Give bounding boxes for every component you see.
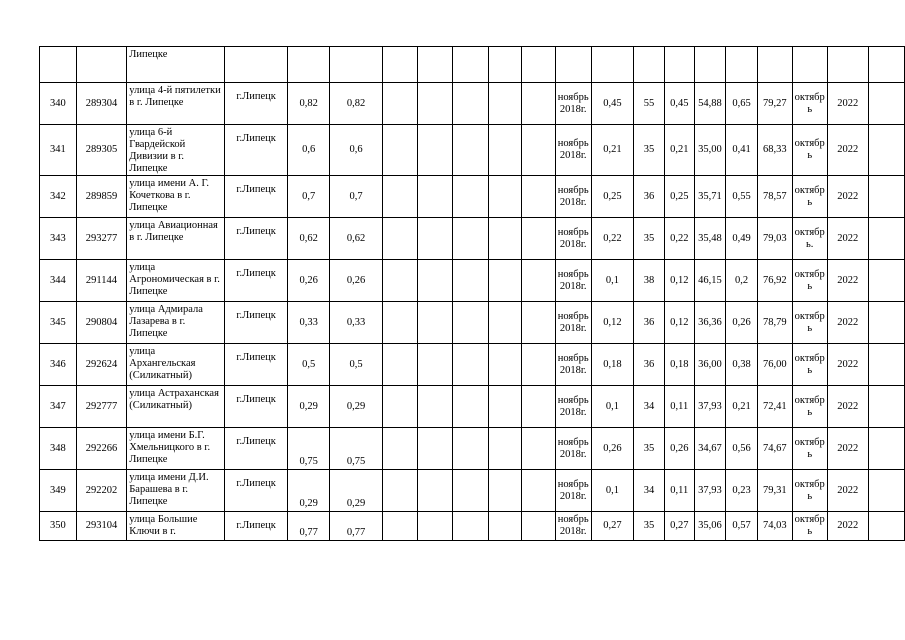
value-cell: 0,25 xyxy=(664,176,694,218)
empty-cell xyxy=(452,344,488,386)
month-cell: октябрь xyxy=(792,176,827,218)
year-cell: 2022 xyxy=(827,386,868,428)
year-cell: 2022 xyxy=(827,302,868,344)
date-cell: ноябрь 2018г. xyxy=(555,386,591,428)
empty-cell xyxy=(489,302,522,344)
empty-cell xyxy=(522,83,555,125)
length-total-cell: 0,77 xyxy=(329,512,382,541)
row-number-cell: 349 xyxy=(40,470,77,512)
value-cell: 0,55 xyxy=(726,176,758,218)
row-number-cell: 344 xyxy=(40,260,77,302)
value-cell: 35 xyxy=(634,218,665,260)
percent-cell: 74,03 xyxy=(758,512,792,541)
value-cell: 0,18 xyxy=(591,344,634,386)
empty-cell xyxy=(489,512,522,541)
year-cell: 2022 xyxy=(827,512,868,541)
month-cell: октябрь xyxy=(792,512,827,541)
length-total-cell: 0,29 xyxy=(329,470,382,512)
value-cell: 0,25 xyxy=(591,176,634,218)
empty-cell xyxy=(452,428,488,470)
empty-cell xyxy=(417,344,452,386)
month-cell: октябрь xyxy=(792,344,827,386)
empty-cell xyxy=(383,176,417,218)
empty-cell xyxy=(417,83,452,125)
table-row xyxy=(40,386,905,428)
value-cell: 35 xyxy=(634,125,665,176)
city-cell: г.Липецк xyxy=(224,470,288,512)
address-cell: улица 4-й пятилетки в г. Липецке xyxy=(127,83,225,125)
month-cell: октябрь xyxy=(792,83,827,125)
percent-cell: 79,03 xyxy=(758,218,792,260)
value-cell: 0,12 xyxy=(664,302,694,344)
year-cell: 2022 xyxy=(827,125,868,176)
city-cell: г.Липецк xyxy=(224,428,288,470)
percent-cell: 46,15 xyxy=(694,260,726,302)
address-cell: улица 6-й Гвардейской Дивизии в г. Липецке xyxy=(127,125,225,176)
percent-cell: 78,79 xyxy=(758,302,792,344)
percent-cell: 72,41 xyxy=(758,386,792,428)
empty-cell xyxy=(417,512,452,541)
road-id-cell: 292202 xyxy=(76,470,127,512)
address-cell: улица Большие Ключи в г. xyxy=(127,512,225,541)
percent-cell: 78,57 xyxy=(758,176,792,218)
percent-cell: 36,00 xyxy=(694,344,726,386)
value-cell: 0,26 xyxy=(591,428,634,470)
length-total-cell: 0,62 xyxy=(329,218,382,260)
month-cell: октябрь xyxy=(792,260,827,302)
year-cell: 2022 xyxy=(827,218,868,260)
value-cell: 0,11 xyxy=(664,470,694,512)
roads-table xyxy=(39,46,905,541)
empty-cell xyxy=(383,428,417,470)
city-cell: г.Липецк xyxy=(224,302,288,344)
city-cell: г.Липецк xyxy=(224,386,288,428)
address-cell: улица имени Д.И. Барашева в г. Липецке xyxy=(127,470,225,512)
empty-cell xyxy=(522,386,555,428)
percent-cell: 76,00 xyxy=(758,344,792,386)
percent-cell: 35,71 xyxy=(694,176,726,218)
empty-cell xyxy=(417,302,452,344)
table-row xyxy=(40,260,905,302)
address-cell: улица Адмирала Лазарева в г. Липецке xyxy=(127,302,225,344)
value-cell: 0,41 xyxy=(726,125,758,176)
value-cell: 0,22 xyxy=(591,218,634,260)
empty-cell xyxy=(522,512,555,541)
empty-cell xyxy=(452,125,488,176)
length-total-cell: 0,26 xyxy=(329,260,382,302)
empty-cell xyxy=(868,176,904,218)
length-cell: 0,7 xyxy=(288,176,330,218)
value-cell: 0,49 xyxy=(726,218,758,260)
table-row xyxy=(40,512,905,541)
value-cell: 0,27 xyxy=(591,512,634,541)
year-cell: 2022 xyxy=(827,428,868,470)
empty-cell xyxy=(383,83,417,125)
value-cell: 0,22 xyxy=(664,218,694,260)
empty-cell xyxy=(868,512,904,541)
month-cell: октябрь xyxy=(792,428,827,470)
empty-cell xyxy=(868,344,904,386)
row-number-cell: 350 xyxy=(40,512,77,541)
length-total-cell: 0,5 xyxy=(329,344,382,386)
percent-cell: 37,93 xyxy=(694,470,726,512)
value-cell: 36 xyxy=(634,176,665,218)
year-cell: 2022 xyxy=(827,344,868,386)
date-cell: ноябрь 2018г. xyxy=(555,512,591,541)
value-cell: 0,45 xyxy=(664,83,694,125)
month-cell: октябрь xyxy=(792,386,827,428)
month-cell: октябрь. xyxy=(792,218,827,260)
empty-cell xyxy=(417,218,452,260)
percent-cell: 54,88 xyxy=(694,83,726,125)
table-row xyxy=(40,302,905,344)
road-id-cell: 289859 xyxy=(76,176,127,218)
empty-cell xyxy=(452,260,488,302)
percent-cell: 79,27 xyxy=(758,83,792,125)
value-cell: 55 xyxy=(634,83,665,125)
empty-cell xyxy=(417,470,452,512)
month-cell: октябрь xyxy=(792,470,827,512)
empty-cell xyxy=(452,176,488,218)
empty-cell xyxy=(383,512,417,541)
empty-cell xyxy=(383,260,417,302)
value-cell: 0,1 xyxy=(591,260,634,302)
empty-cell xyxy=(522,302,555,344)
empty-cell xyxy=(868,260,904,302)
empty-cell xyxy=(489,176,522,218)
date-cell: ноябрь 2018г. xyxy=(555,344,591,386)
value-cell: 0,65 xyxy=(726,83,758,125)
year-cell: 2022 xyxy=(827,470,868,512)
empty-cell xyxy=(452,302,488,344)
table-body xyxy=(40,47,905,541)
empty-cell xyxy=(452,218,488,260)
value-cell: 0,38 xyxy=(726,344,758,386)
value-cell: 0,11 xyxy=(664,386,694,428)
road-id-cell: 292624 xyxy=(76,344,127,386)
empty-cell xyxy=(522,260,555,302)
value-cell: 38 xyxy=(634,260,665,302)
row-number-cell: 341 xyxy=(40,125,77,176)
road-id-cell: 292266 xyxy=(76,428,127,470)
empty-cell xyxy=(383,125,417,176)
value-cell: 0,21 xyxy=(664,125,694,176)
date-cell: ноябрь 2018г. xyxy=(555,470,591,512)
year-cell: 2022 xyxy=(827,83,868,125)
empty-cell xyxy=(522,125,555,176)
date-cell: ноябрь 2018г. xyxy=(555,428,591,470)
length-cell: 0,29 xyxy=(288,470,330,512)
length-cell: 0,75 xyxy=(288,428,330,470)
length-cell: 0,29 xyxy=(288,386,330,428)
address-cell: улица имени А. Г. Кочеткова в г. Липецке xyxy=(127,176,225,218)
value-cell: 0,12 xyxy=(591,302,634,344)
empty-cell xyxy=(452,386,488,428)
empty-cell xyxy=(417,260,452,302)
percent-cell: 68,33 xyxy=(758,125,792,176)
city-cell: г.Липецк xyxy=(224,218,288,260)
percent-cell: 36,36 xyxy=(694,302,726,344)
empty-cell xyxy=(489,428,522,470)
value-cell: 0,2 xyxy=(726,260,758,302)
value-cell: 0,45 xyxy=(591,83,634,125)
length-total-cell: 0,75 xyxy=(329,428,382,470)
road-id-cell: 290804 xyxy=(76,302,127,344)
empty-cell xyxy=(417,176,452,218)
empty-cell xyxy=(868,218,904,260)
road-id-cell: 289305 xyxy=(76,125,127,176)
value-cell: 35 xyxy=(634,512,665,541)
city-cell: г.Липецк xyxy=(224,260,288,302)
value-cell: 0,27 xyxy=(664,512,694,541)
empty-cell xyxy=(383,344,417,386)
year-cell: 2022 xyxy=(827,176,868,218)
row-number-cell: 347 xyxy=(40,386,77,428)
value-cell: 0,57 xyxy=(726,512,758,541)
empty-cell xyxy=(868,302,904,344)
table-row xyxy=(40,218,905,260)
length-total-cell: 0,29 xyxy=(329,386,382,428)
address-cell: улица Авиационная в г. Липецке xyxy=(127,218,225,260)
city-cell: г.Липецк xyxy=(224,176,288,218)
empty-cell xyxy=(489,470,522,512)
value-cell: 0,1 xyxy=(591,386,634,428)
empty-cell xyxy=(452,83,488,125)
year-cell: 2022 xyxy=(827,260,868,302)
value-cell: 0,21 xyxy=(726,386,758,428)
empty-cell xyxy=(489,386,522,428)
road-id-cell: 293277 xyxy=(76,218,127,260)
empty-cell xyxy=(383,470,417,512)
empty-cell xyxy=(489,218,522,260)
value-cell: 0,21 xyxy=(591,125,634,176)
empty-cell xyxy=(417,386,452,428)
empty-cell xyxy=(383,386,417,428)
empty-cell xyxy=(868,470,904,512)
length-cell: 0,6 xyxy=(288,125,330,176)
table-row xyxy=(40,125,905,176)
row-number-cell: 345 xyxy=(40,302,77,344)
empty-cell xyxy=(417,428,452,470)
value-cell: 34 xyxy=(634,386,665,428)
length-cell: 0,5 xyxy=(288,344,330,386)
empty-cell xyxy=(489,344,522,386)
date-cell: ноябрь 2018г. xyxy=(555,83,591,125)
city-cell: г.Липецк xyxy=(224,344,288,386)
length-cell: 0,77 xyxy=(288,512,330,541)
percent-cell: 34,67 xyxy=(694,428,726,470)
length-total-cell: 0,7 xyxy=(329,176,382,218)
table-row xyxy=(40,470,905,512)
row-number-cell: 340 xyxy=(40,83,77,125)
city-cell: г.Липецк xyxy=(224,512,288,541)
value-cell: 34 xyxy=(634,470,665,512)
empty-cell xyxy=(522,176,555,218)
percent-cell: 35,00 xyxy=(694,125,726,176)
empty-cell xyxy=(383,302,417,344)
empty-cell xyxy=(383,218,417,260)
length-cell: 0,26 xyxy=(288,260,330,302)
table-row xyxy=(40,428,905,470)
address-cell: улица Астраханская (Силикатный) xyxy=(127,386,225,428)
empty-cell xyxy=(489,125,522,176)
row-number-cell: 343 xyxy=(40,218,77,260)
empty-cell xyxy=(452,512,488,541)
value-cell: 0,12 xyxy=(664,260,694,302)
value-cell: 36 xyxy=(634,344,665,386)
road-id-cell: 292777 xyxy=(76,386,127,428)
percent-cell: 35,06 xyxy=(694,512,726,541)
length-total-cell: 0,6 xyxy=(329,125,382,176)
month-cell: октябрь xyxy=(792,302,827,344)
length-total-cell: 0,82 xyxy=(329,83,382,125)
row-number-cell: 342 xyxy=(40,176,77,218)
table-row xyxy=(40,176,905,218)
percent-cell: 79,31 xyxy=(758,470,792,512)
address-cell: Липецке xyxy=(127,47,225,83)
address-cell: улица Архангельская (Силикатный) xyxy=(127,344,225,386)
empty-cell xyxy=(522,428,555,470)
table-row-continued xyxy=(40,47,905,83)
empty-cell xyxy=(417,125,452,176)
empty-cell xyxy=(489,260,522,302)
length-cell: 0,82 xyxy=(288,83,330,125)
value-cell: 35 xyxy=(634,428,665,470)
value-cell: 36 xyxy=(634,302,665,344)
month-cell: октябрь xyxy=(792,125,827,176)
value-cell: 0,23 xyxy=(726,470,758,512)
address-cell: улица Агрономическая в г. Липецке xyxy=(127,260,225,302)
empty-cell xyxy=(868,428,904,470)
length-total-cell: 0,33 xyxy=(329,302,382,344)
value-cell: 0,26 xyxy=(726,302,758,344)
percent-cell: 74,67 xyxy=(758,428,792,470)
table-row xyxy=(40,83,905,125)
date-cell: ноябрь 2018г. xyxy=(555,125,591,176)
empty-cell xyxy=(868,125,904,176)
road-id-cell: 289304 xyxy=(76,83,127,125)
percent-cell: 37,93 xyxy=(694,386,726,428)
percent-cell: 76,92 xyxy=(758,260,792,302)
empty-cell xyxy=(522,218,555,260)
date-cell: ноябрь 2018г. xyxy=(555,218,591,260)
empty-cell xyxy=(868,386,904,428)
city-cell: г.Липецк xyxy=(224,83,288,125)
empty-cell xyxy=(522,344,555,386)
row-number-cell: 348 xyxy=(40,428,77,470)
date-cell: ноябрь 2018г. xyxy=(555,260,591,302)
address-cell: улица имени Б.Г. Хмельницкого в г. Липецке xyxy=(127,428,225,470)
value-cell: 0,18 xyxy=(664,344,694,386)
date-cell: ноябрь 2018г. xyxy=(555,302,591,344)
road-id-cell: 293104 xyxy=(76,512,127,541)
value-cell: 0,26 xyxy=(664,428,694,470)
empty-cell xyxy=(452,470,488,512)
empty-cell xyxy=(489,83,522,125)
value-cell: 0,56 xyxy=(726,428,758,470)
length-cell: 0,62 xyxy=(288,218,330,260)
date-cell: ноябрь 2018г. xyxy=(555,176,591,218)
road-id-cell: 291144 xyxy=(76,260,127,302)
empty-cell xyxy=(868,83,904,125)
percent-cell: 35,48 xyxy=(694,218,726,260)
row-number-cell: 346 xyxy=(40,344,77,386)
length-cell: 0,33 xyxy=(288,302,330,344)
city-cell: г.Липецк xyxy=(224,125,288,176)
empty-cell xyxy=(522,470,555,512)
table-row xyxy=(40,344,905,386)
value-cell: 0,1 xyxy=(591,470,634,512)
